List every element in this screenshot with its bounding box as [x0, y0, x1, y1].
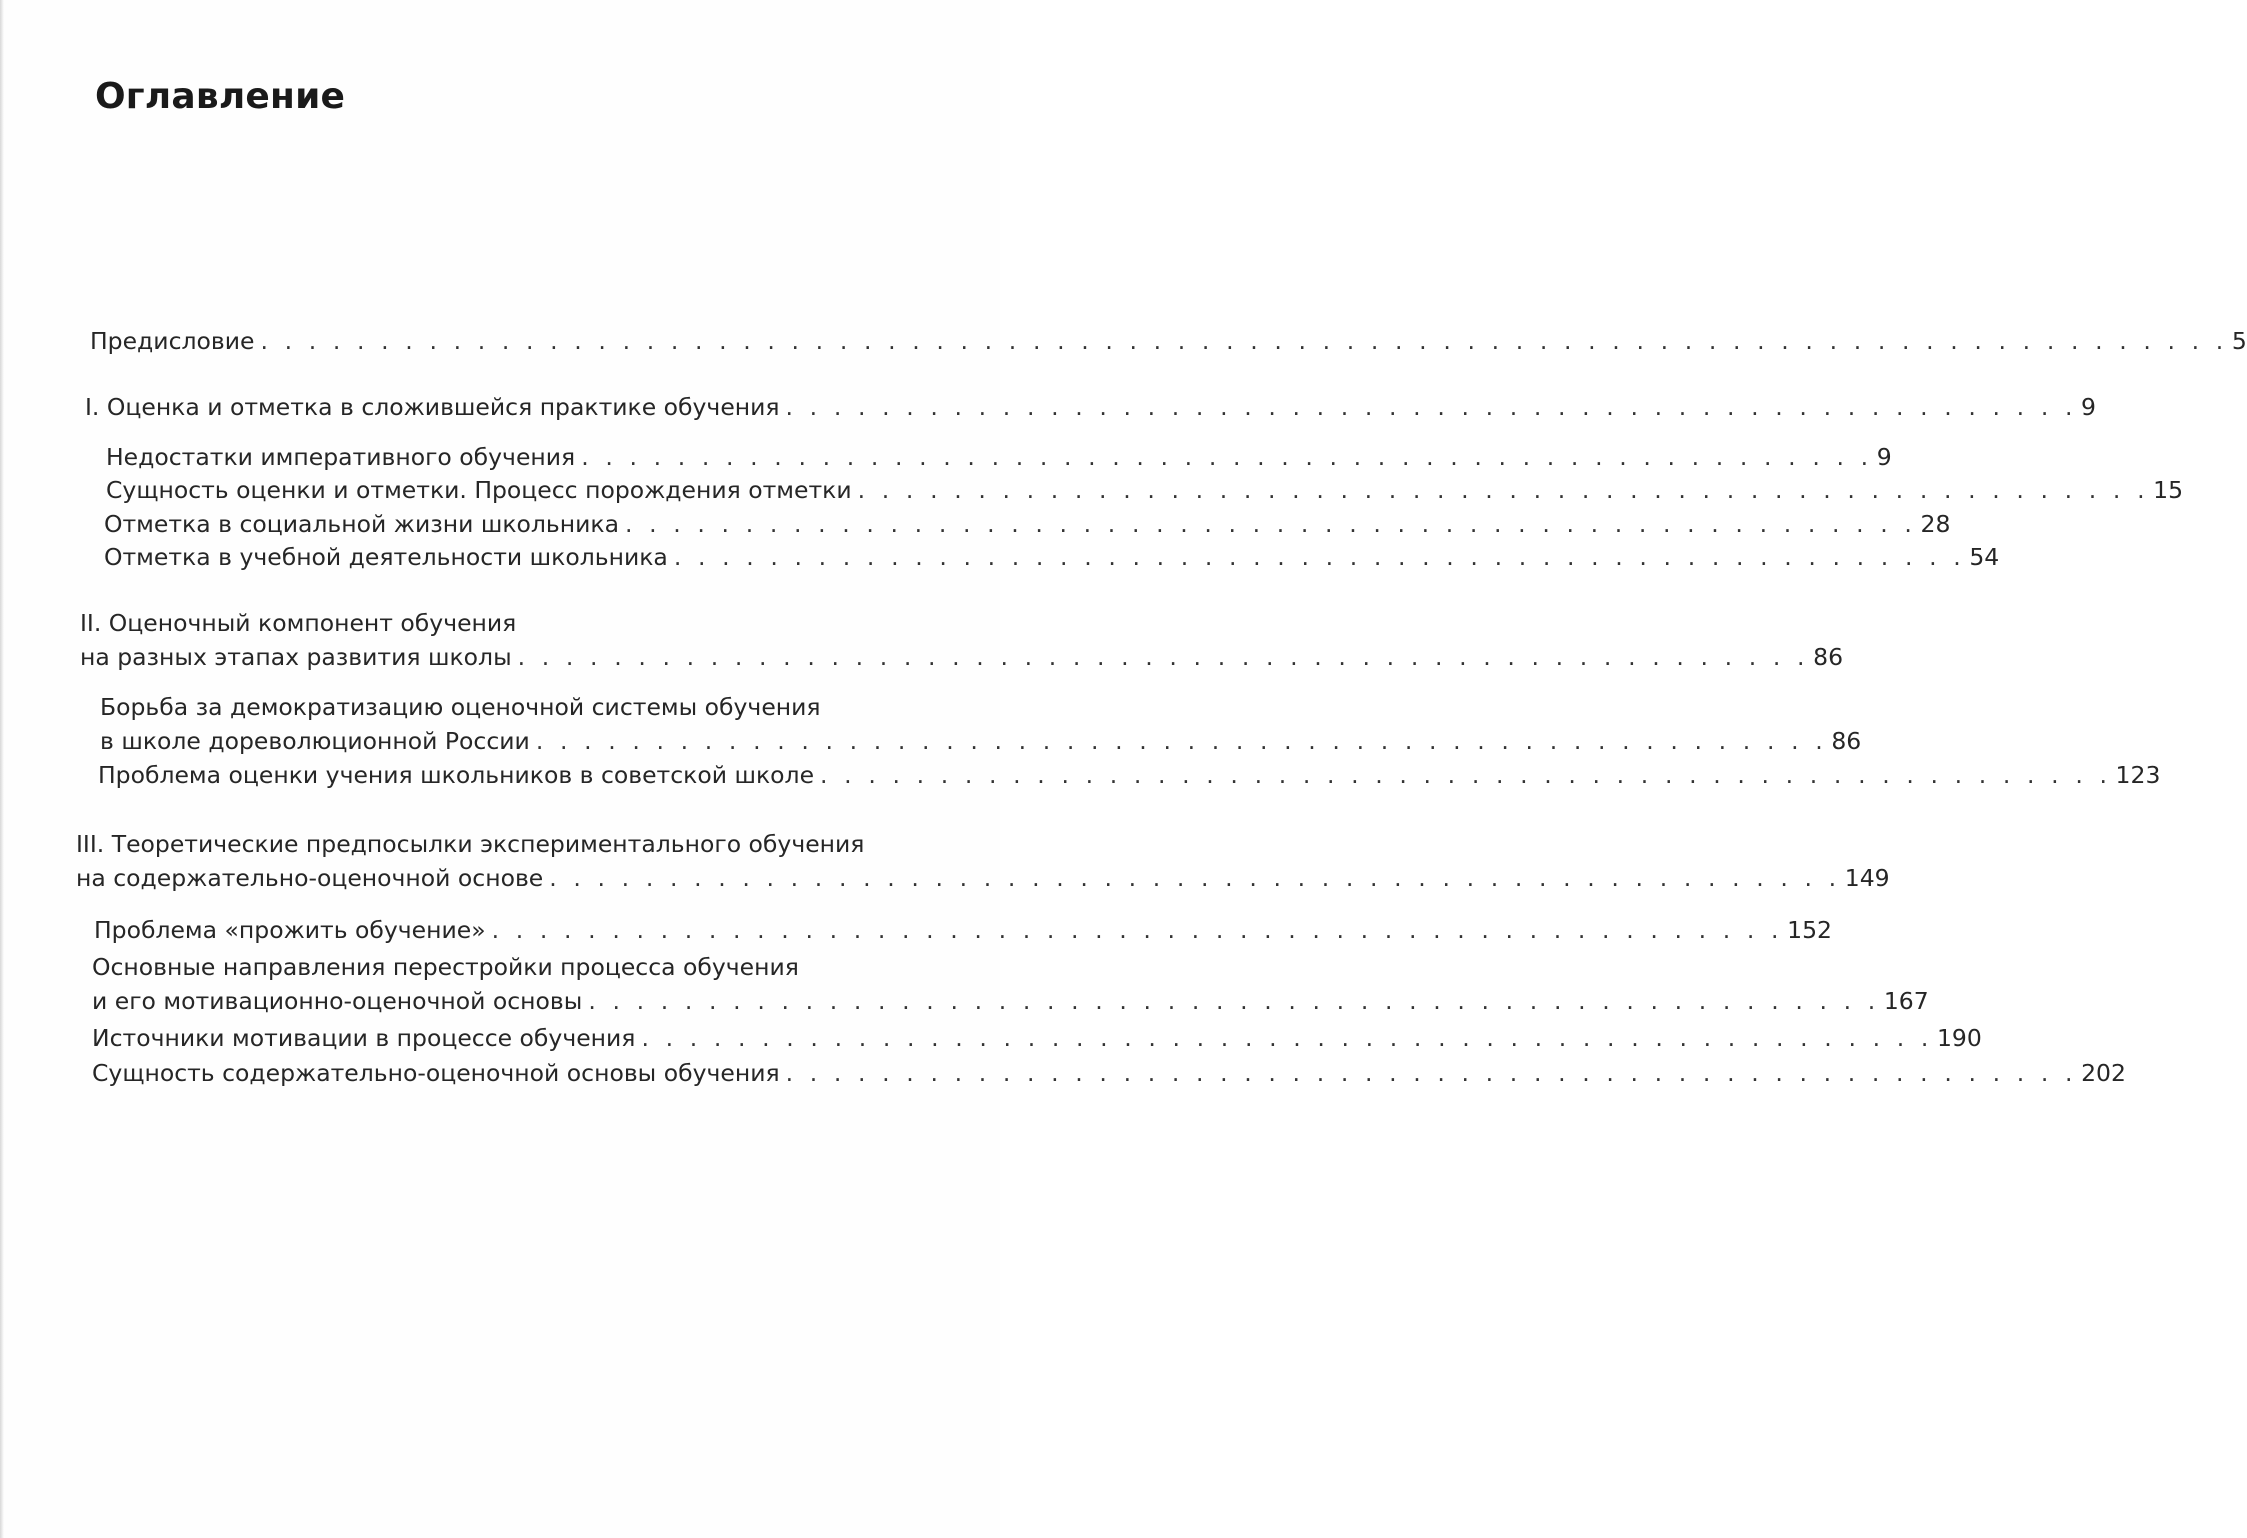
dot-leader: . . . . . . . . . . . . . . . . . . . . . . . . . . . . . . . . . . . . . . . . . . . . . . . . . . . . . .	[641, 1024, 1933, 1052]
dot-leader: . . . . . . . . . . . . . . . . . . . . . . . . . . . . . . . . . . . . . . . . . . . . . . . . . . . . . .	[785, 393, 2078, 421]
toc-entry-title: Источники мотивации в процессе обучения	[92, 1024, 636, 1052]
page-edge-shadow	[0, 0, 4, 1538]
dot-leader: . . . . . . . . . . . . . . . . . . . . . . . . . . . . . . . . . . . . . . . . . . . . . . . . . . . . . .	[549, 864, 1841, 892]
toc-page-number: 167	[1883, 987, 1929, 1015]
toc-entry-title-continued: и его мотивационно-оценочной основы	[92, 987, 583, 1015]
toc-page-number: 123	[2115, 761, 2161, 789]
toc-entry-chapter-1[interactable]	[85, 390, 2096, 424]
toc-entry-title: Отметка в социальной жизни школьника	[104, 510, 619, 538]
toc-page-number: 5	[2231, 327, 2247, 355]
toc-entry-chapter-2[interactable]	[80, 606, 1844, 674]
dot-leader: . . . . . . . . . . . . . . . . . . . . . . . . . . . . . . . . . . . . . . . . . . . . . . . . . . . . . .	[857, 476, 2150, 504]
toc-entry-title-continued: на разных этапах развития школы	[80, 643, 512, 671]
toc-entry-title: Недостатки императивного обучения	[106, 443, 576, 471]
dot-leader: . . . . . . . . . . . . . . . . . . . . . . . . . . . . . . . . . . . . . . . . . . . . . . . . . . . . . . . . . . . . . . . . . . . . . . . . . . . . . . . . . .	[260, 327, 2228, 355]
dot-leader: . . . . . . . . . . . . . . . . . . . . . . . . . . . . . . . . . . . . . . . . . . . . . . . . . . . . . .	[625, 510, 1917, 538]
dot-leader: . . . . . . . . . . . . . . . . . . . . . . . . . . . . . . . . . . . . . . . . . . . . . . . . . . . . . .	[517, 643, 1810, 671]
dot-leader: . . . . . . . . . . . . . . . . . . . . . . . . . . . . . . . . . . . . . . . . . . . . . . . . . . . . . .	[785, 1059, 2078, 1087]
toc-page-number: 9	[1876, 443, 1892, 471]
toc-entry-section-3-1[interactable]	[94, 913, 1832, 947]
toc-entry-section-1-4[interactable]	[104, 540, 2000, 574]
toc-entry-section-1-1[interactable]	[106, 440, 1892, 474]
toc-entry-title-continued: на содержательно-оценочной основе	[76, 864, 544, 892]
toc-page-number: 152	[1787, 916, 1832, 944]
toc-entry-section-3-2[interactable]	[92, 950, 1929, 1018]
toc-entry-title: Сущность оценки и отметки. Процесс порождения отметки	[106, 476, 852, 504]
dot-leader: . . . . . . . . . . . . . . . . . . . . . . . . . . . . . . . . . . . . . . . . . . . . . . . . . . . . . .	[673, 543, 1966, 571]
dot-leader: . . . . . . . . . . . . . . . . . . . . . . . . . . . . . . . . . . . . . . . . . . . . . . . . . . . . . .	[535, 727, 1828, 755]
toc-entry-title: Сущность содержательно-оценочной основы обучения	[92, 1059, 780, 1087]
toc-entry-section-1-3[interactable]	[104, 507, 1951, 541]
toc-entry-chapter-3[interactable]	[76, 827, 1890, 895]
toc-page-number: 54	[1969, 543, 2000, 571]
dot-leader: . . . . . . . . . . . . . . . . . . . . . . . . . . . . . . . . . . . . . . . . . . . . . . . . . . . . . .	[588, 987, 1880, 1015]
toc-entry-title: I. Оценка и отметка в сложившейся практике обучения	[85, 393, 780, 421]
toc-page-number: 202	[2081, 1059, 2126, 1087]
toc-entry-section-2-1[interactable]	[100, 690, 1862, 758]
page-title: Оглавление	[95, 76, 346, 117]
toc-entry-section-3-4[interactable]	[92, 1056, 2126, 1090]
toc-entry-title: III. Теоретические предпосылки экспериментального обучения	[76, 830, 865, 858]
toc-page-number: 149	[1844, 864, 1890, 892]
dot-leader: . . . . . . . . . . . . . . . . . . . . . . . . . . . . . . . . . . . . . . . . . . . . . . . . . . . . . .	[581, 443, 1873, 471]
toc-entry-title-continued: в школе дореволюционной России	[100, 727, 530, 755]
dot-leader: . . . . . . . . . . . . . . . . . . . . . . . . . . . . . . . . . . . . . . . . . . . . . . . . . . . . . .	[820, 761, 2112, 789]
toc-entry-title: Борьба за демократизацию оценочной системы обучения	[100, 693, 821, 721]
toc-page-number: 86	[1813, 643, 1844, 671]
toc-page-number: 28	[1920, 510, 1951, 538]
toc-page-number: 86	[1831, 727, 1862, 755]
toc-entry-preface[interactable]	[90, 324, 2247, 358]
toc-entry-title: Основные направления перестройки процесса обучения	[92, 953, 799, 981]
toc-page-number: 15	[2153, 476, 2184, 504]
toc-page-number: 190	[1936, 1024, 1982, 1052]
dot-leader: . . . . . . . . . . . . . . . . . . . . . . . . . . . . . . . . . . . . . . . . . . . . . . . . . . . . . .	[491, 916, 1784, 944]
toc-entry-section-3-3[interactable]	[92, 1021, 1982, 1055]
toc-entry-section-1-2[interactable]	[106, 473, 2184, 507]
toc-entry-title: Проблема оценки учения школьников в советской школе	[98, 761, 815, 789]
toc-entry-title: Отметка в учебной деятельности школьника	[104, 543, 668, 571]
toc-entry-title: Проблема «прожить обучение»	[94, 916, 486, 944]
toc-entry-section-2-2[interactable]	[98, 758, 2161, 792]
toc-entry-title: II. Оценочный компонент обучения	[80, 609, 517, 637]
toc-page-number: 9	[2081, 393, 2096, 421]
toc-entry-title: Предисловие	[90, 327, 255, 355]
